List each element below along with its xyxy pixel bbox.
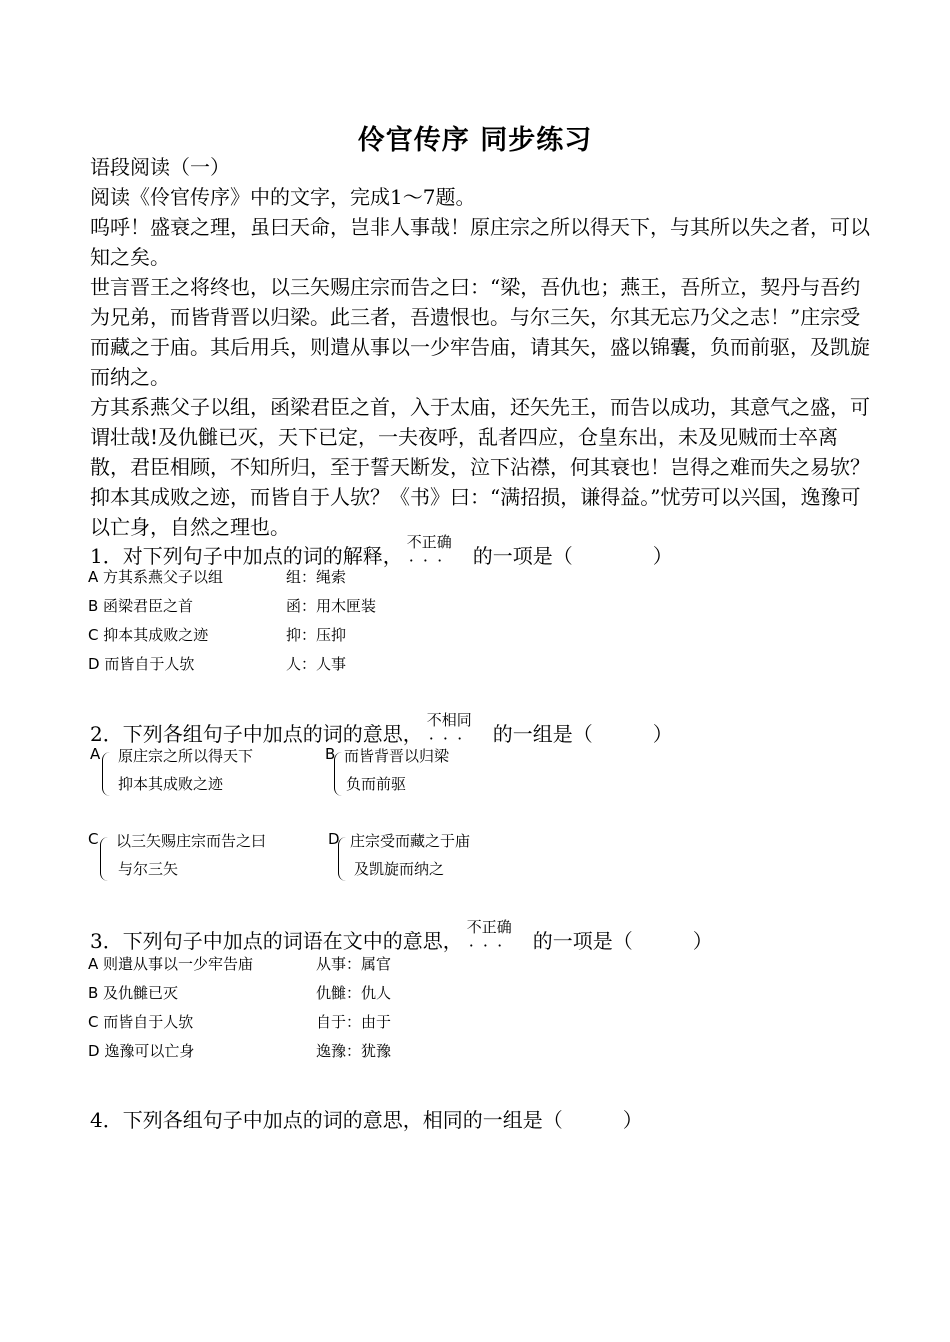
question-3-stem-before: 3．下列句子中加点的词语在文中的意思， <box>90 929 463 953</box>
question-3-option-c: C 而皆自于人欤 <box>88 1013 194 1031</box>
question-3-option-d: D 逸豫可以亡身 <box>88 1042 195 1060</box>
question-2-stem-before: 2．下列各组句子中加点的词的意思， <box>90 722 423 746</box>
question-1-note: 不正确 <box>406 533 452 551</box>
question-3-option-b-gloss: 仇雠：仇人 <box>316 984 392 1002</box>
question-1-stem-before: 1．对下列句子中加点的词的解释， <box>90 544 403 568</box>
document-title: 伶官传序 同步练习 <box>357 125 593 156</box>
question-1-option-d: D 而皆自于人欤 <box>88 655 195 673</box>
question-2-group-a-line-1: 原庄宗之所以得天下 <box>118 747 254 765</box>
question-3-option-c-gloss: 自于：由于 <box>316 1013 392 1031</box>
question-2-group-b-line-2: 负而前驱 <box>346 775 407 793</box>
question-1-option-a: A 方其系燕父子以组 <box>88 568 224 586</box>
emphasis-note <box>403 533 473 569</box>
question-1-stem-after: 的一项是（ ） <box>472 544 673 568</box>
question-1-option-d-gloss: 人：人事 <box>286 655 347 673</box>
question-1-stem <box>90 533 673 569</box>
question-2-group-d-line-2: 及凯旋而纳之 <box>354 860 445 878</box>
question-1-option-b-gloss: 函：用木匣装 <box>286 597 377 615</box>
question-2-stem <box>90 711 673 747</box>
question-2-stem-after: 的一组是（ ） <box>492 722 673 746</box>
question-2-note: 不相同 <box>426 711 472 729</box>
question-3-option-a-gloss: 从事：属官 <box>316 955 392 973</box>
question-3-option-d-gloss: 逸豫：犹豫 <box>316 1042 392 1060</box>
question-3-option-b: B 及仇雠已灭 <box>88 984 179 1002</box>
question-2-group-d-line-1: 庄宗受而藏之于庙 <box>350 832 471 850</box>
emphasis-note <box>463 918 533 954</box>
instruction-text: 阅读《伶官传序》中的文字，完成1～7题。 <box>90 185 476 209</box>
question-1-option-c: C 抑本其成败之迹 <box>88 626 209 644</box>
question-4-stem: 4．下列各组句子中加点的词的意思，相同的一组是（ ） <box>90 1108 643 1132</box>
question-3-stem-after: 的一项是（ ） <box>532 929 713 953</box>
reading-passage <box>90 152 870 542</box>
question-3-option-a: A 则遣从事以一少牢告庙 <box>88 955 254 973</box>
question-2-group-d-letter: D <box>328 830 340 848</box>
question-1-option-c-gloss: 抑：压抑 <box>286 626 347 644</box>
question-1-option-a-gloss: 组：绳索 <box>286 568 347 586</box>
question-2-group-c-line-1: 以三矢赐庄宗而告之曰 <box>116 832 267 850</box>
question-2-group-c-line-2: 与尔三矢 <box>118 860 179 878</box>
question-2-group-a-line-2: 抑本其成败之迹 <box>118 775 224 793</box>
question-2-group-a-letter: A <box>90 745 101 763</box>
question-1-option-b: B 函梁君臣之首 <box>88 597 194 615</box>
question-3-stem <box>90 918 713 954</box>
passage-paragraph-1: 呜呼！盛衰之理，虽曰天命，岂非人事哉！原庄宗之所以得天下，与其所以失之者，可以知之矣。 <box>90 215 870 269</box>
question-2-group-b-line-1: 而皆背晋以归梁 <box>344 747 450 765</box>
question-2-group-c-letter: C <box>88 830 99 848</box>
question-3-note: 不正确 <box>466 918 512 936</box>
brace-icon <box>100 837 117 881</box>
brace-icon <box>102 752 119 796</box>
passage-paragraph-2: 世言晋王之将终也，以三矢赐庄宗而告之曰：“梁，吾仇也；燕王，吾所立，契丹与吾约为兄弟，而皆背晋以归梁。此三者，吾遗恨也。与尔三矢，尔其无忘乃父之志！”庄宗受而藏之于庙。其后用兵，则遣从事以一少牢告庙，请其矢，盛以锦囊，负而前驱，及凯旋而纳之。 <box>90 275 870 389</box>
question-2-group-b-letter: B <box>325 745 336 763</box>
section-heading: 语段阅读（一） <box>90 155 230 179</box>
emphasis-note <box>423 711 493 747</box>
passage-paragraph-3: 方其系燕父子以组，函梁君臣之首，入于太庙，还矢先王，而告以成功，其意气之盛，可谓壮哉!及仇雠已灭，天下已定，一夫夜呼，乱者四应，仓皇东出，未及见贼而士卒离散，君臣相顾，不知所归，至于誓天断发，泣下沾襟，何其衰也！岂得之难而失之易欤？抑本其成败之迹，而皆自于人欤？《书》曰：“满招损，谦得益。”忧劳可以兴国，逸豫可以亡身，自然之理也。 <box>90 395 870 539</box>
